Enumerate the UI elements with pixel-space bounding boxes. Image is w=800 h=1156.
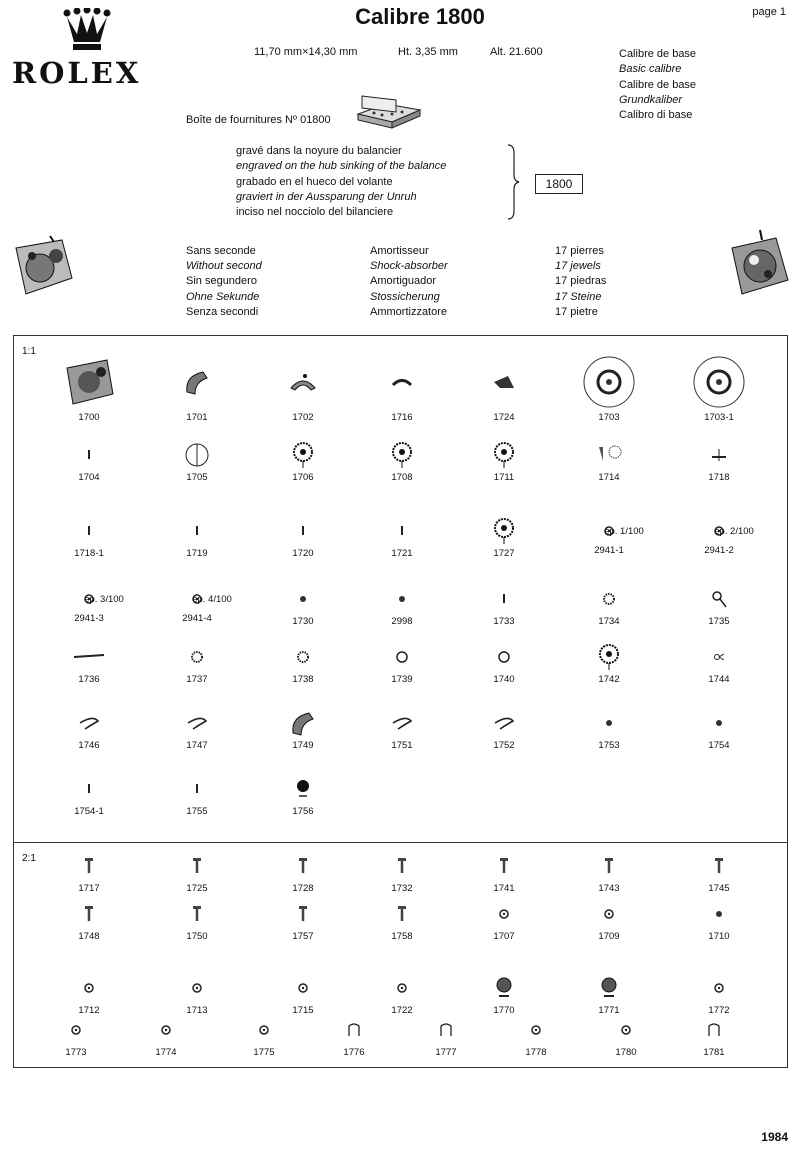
part-number: 1734: [598, 616, 620, 627]
balance-cock-icon: [474, 354, 534, 410]
screw-icon: [286, 899, 320, 929]
part-1753: [574, 708, 644, 751]
part-number: 1747: [186, 740, 208, 751]
part-number: 2941-1: [594, 545, 624, 556]
part-1754-1: [54, 774, 124, 817]
part-number: 1775: [253, 1047, 275, 1058]
part-1775: [229, 1015, 299, 1058]
engraving-de: graviert in der Aussparung der Unruh: [236, 190, 417, 203]
spec-height: Ht. 3,35 mm: [398, 46, 458, 58]
dot-icon: [385, 584, 419, 614]
part-1751: [367, 708, 437, 751]
seconds-es: Sin segundero: [186, 275, 257, 288]
screw-icon: [487, 851, 521, 881]
jewel-icon: [519, 1015, 553, 1045]
part-1739: [367, 642, 437, 685]
part-number: 1773: [65, 1047, 87, 1058]
part-number: 1703: [598, 412, 620, 423]
part-number: 1703-1: [704, 412, 734, 423]
jewel-icon: [487, 899, 521, 929]
part-number: 1708: [391, 472, 413, 483]
dial-icon: [689, 354, 749, 410]
click-spring-icon: [372, 354, 432, 410]
part-1727: [469, 516, 539, 559]
spring-clip-icon: [697, 1015, 731, 1045]
jewels-de: 17 Steine: [555, 290, 602, 303]
part-1703: [574, 354, 644, 423]
wheel-icon: [385, 440, 419, 470]
jewel-icon: [59, 1015, 93, 1045]
part-1754: [684, 708, 754, 751]
part-thickness: ép. 4/100: [192, 594, 232, 605]
spring-icon: [72, 708, 106, 738]
shock-de: Stossicherung: [370, 290, 440, 303]
part-number: 1746: [78, 740, 100, 751]
part-1774: [131, 1015, 201, 1058]
year-label: 1984: [761, 1130, 788, 1144]
part-number: 1736: [78, 674, 100, 685]
part-thickness: ép. 1/100: [604, 526, 644, 537]
seconds-it: Senza secondi: [186, 305, 259, 318]
spring-clip-icon: [429, 1015, 463, 1045]
engraved-number-box: 1800: [535, 174, 583, 194]
dot-icon: [702, 899, 736, 929]
part-number: 1728: [292, 883, 314, 894]
part-1772: [684, 973, 754, 1016]
part-1712: [54, 973, 124, 1016]
calibre-type-it: Calibro di base: [619, 109, 693, 122]
part-1777: [411, 1015, 481, 1058]
jewel-icon: [247, 1015, 281, 1045]
jewel-icon: [609, 1015, 643, 1045]
part-1740: [469, 642, 539, 685]
brace-icon: [506, 143, 520, 221]
part-number: 1770: [493, 1005, 515, 1016]
shock-feature: [370, 244, 448, 320]
part-1716: [367, 354, 437, 423]
part-1730: [268, 584, 338, 627]
calibre-type-fr: Calibre de base: [619, 48, 697, 60]
screw-icon: [286, 851, 320, 881]
pin-icon: [72, 774, 106, 804]
part-1755: [162, 774, 232, 817]
gear-icon: [592, 642, 626, 672]
seconds-fr: Sans seconde: [186, 245, 256, 257]
winding-stem-icon: [72, 642, 106, 672]
screw-icon: [385, 899, 419, 929]
part-1704: [54, 440, 124, 483]
spec-size: 11,70 mm×14,30 mm: [254, 46, 358, 58]
part-number: 1781: [703, 1047, 725, 1058]
bridge-icon: [286, 708, 320, 738]
part-1737: [162, 642, 232, 685]
part-number: 2941-3: [74, 613, 104, 624]
part-1724: [469, 354, 539, 423]
part-number: 1732: [391, 883, 413, 894]
stem-icon: [487, 584, 521, 614]
part-number: 1755: [186, 806, 208, 817]
pinion-icon: [286, 642, 320, 672]
part-1736: [54, 642, 124, 685]
part-1715: [268, 973, 338, 1016]
part-number: 1758: [391, 931, 413, 942]
jewels-en: 17 jewels: [555, 260, 601, 273]
page-number: page 1: [752, 6, 786, 18]
part-1745: [684, 851, 754, 894]
part-1733: [469, 584, 539, 627]
part-number: 1717: [78, 883, 100, 894]
part-number: 1713: [186, 1005, 208, 1016]
part-number: 2941-2: [704, 545, 734, 556]
screw-icon: [72, 899, 106, 929]
part-number: 1733: [493, 616, 515, 627]
part-1710: [684, 899, 754, 942]
part-number: 1754-1: [74, 806, 104, 817]
part-1732: [367, 851, 437, 894]
part-1705: [162, 440, 232, 483]
part-1707: [469, 899, 539, 942]
pin-icon: [180, 516, 214, 546]
spring-icon: [487, 708, 521, 738]
part-number: 1754: [708, 740, 730, 751]
part-2941-2: [684, 516, 754, 556]
part-1700: [54, 354, 124, 423]
part-2941-3: [54, 584, 124, 624]
part-thickness: ép. 2/100: [714, 526, 754, 537]
screw-icon: [180, 851, 214, 881]
jewel-icon: [180, 973, 214, 1003]
part-1725: [162, 851, 232, 894]
part-number: 2941-4: [182, 613, 212, 624]
part-number: 1706: [292, 472, 314, 483]
shock-fr: Amortisseur: [370, 245, 429, 257]
jewel-icon: [149, 1015, 183, 1045]
part-number: 1739: [391, 674, 413, 685]
part-1720: [268, 516, 338, 559]
part-1709: [574, 899, 644, 942]
part-number: 1745: [708, 883, 730, 894]
part-number: 1738: [292, 674, 314, 685]
spec-beats: Alt. 21.600: [490, 46, 543, 58]
part-number: 1714: [598, 472, 620, 483]
lever-icon: [702, 584, 736, 614]
part-1728: [268, 851, 338, 894]
part-1756: [268, 774, 338, 817]
part-number: 1744: [708, 674, 730, 685]
gear-icon: [487, 516, 521, 546]
part-1719: [162, 516, 232, 559]
part-1738: [268, 642, 338, 685]
spring-clip-icon: [337, 1015, 371, 1045]
part-1718: [684, 440, 754, 483]
part-number: 1704: [78, 472, 100, 483]
part-1741: [469, 851, 539, 894]
part-number: 1705: [186, 472, 208, 483]
part-1770: [469, 973, 539, 1016]
seconds-feature: [186, 244, 262, 320]
part-number: 1702: [292, 412, 314, 423]
part-number: 1709: [598, 931, 620, 942]
train-bridge-icon: [273, 354, 333, 410]
part-number: 1752: [493, 740, 515, 751]
part-number: 1718-1: [74, 548, 104, 559]
brand-logo: ROLEX: [12, 56, 142, 90]
part-number: 1751: [391, 740, 413, 751]
seconds-de: Ohne Sekunde: [186, 290, 260, 303]
pin-icon: [180, 774, 214, 804]
part-1781: [679, 1015, 749, 1058]
parts-box-label: Boîte de fournitures Nº 01800: [186, 114, 331, 126]
shock-setting-icon: [592, 973, 626, 1003]
part-1742: [574, 642, 644, 685]
cannon-icon: [286, 774, 320, 804]
part-1744: [684, 642, 754, 685]
spring-icon: [385, 708, 419, 738]
part-1773: [41, 1015, 111, 1058]
part-1757: [268, 899, 338, 942]
part-1749: [268, 708, 338, 751]
shock-es: Amortiguador: [370, 275, 437, 288]
movement-icon: [59, 354, 119, 410]
part-number: 1750: [186, 931, 208, 942]
jewels-feature: [555, 244, 606, 320]
part-1721: [367, 516, 437, 559]
part-1711: [469, 440, 539, 483]
part-number: 1715: [292, 1005, 314, 1016]
part-number: 1730: [292, 616, 314, 627]
part-1780: [591, 1015, 661, 1058]
part-1717: [54, 851, 124, 894]
wheel-icon: [487, 440, 521, 470]
part-number: 1711: [493, 472, 515, 483]
part-1722: [367, 973, 437, 1016]
jewels-it: 17 pietre: [555, 305, 598, 318]
pin-icon: [72, 516, 106, 546]
calibre-type-es: Calibre de base: [619, 78, 697, 91]
part-number: 1701: [186, 412, 208, 423]
part-number: 1772: [708, 1005, 730, 1016]
part-number: 1700: [78, 412, 100, 423]
part-number: 1749: [292, 740, 314, 751]
part-number: 1716: [391, 412, 413, 423]
part-1701: [162, 354, 232, 423]
screw-icon: [180, 899, 214, 929]
screw-icon: [702, 851, 736, 881]
seconds-en: Without second: [186, 260, 262, 273]
bridge-icon: [167, 354, 227, 410]
screw-icon: [592, 851, 626, 881]
part-number: 1748: [78, 931, 100, 942]
part-1706: [268, 440, 338, 483]
part-number: 1743: [598, 883, 620, 894]
part-number: 1712: [78, 1005, 100, 1016]
part-number: 1771: [598, 1005, 620, 1016]
engraving-it: inciso nel nocciolo del bilanciere: [236, 206, 394, 219]
part-2941-4: [162, 584, 232, 624]
balance-wheel-icon: [180, 440, 214, 470]
engraving-en: engraved on the hub sinking of the balance: [236, 160, 447, 173]
part-1734: [574, 584, 644, 627]
dial-icon: [579, 354, 639, 410]
stem-icon: [72, 440, 106, 470]
part-number: 1778: [525, 1047, 547, 1058]
jewel-icon: [592, 899, 626, 929]
jewel-icon: [702, 973, 736, 1003]
part-1735: [684, 584, 754, 627]
part-1778: [501, 1015, 571, 1058]
part-2941-1: [574, 516, 644, 556]
jewel-icon: [72, 973, 106, 1003]
part-1776: [319, 1015, 389, 1058]
dot-icon: [592, 708, 626, 738]
part-number: 1753: [598, 740, 620, 751]
part-number: 1757: [292, 931, 314, 942]
pin-icon: [385, 516, 419, 546]
pinion-icon: [592, 584, 626, 614]
calibre-type-list: [619, 47, 696, 123]
scale-label-2to1: 2:1: [22, 853, 36, 864]
part-1752: [469, 708, 539, 751]
spring-icon: [180, 708, 214, 738]
crown-logo-icon: [62, 8, 112, 54]
part-1746: [54, 708, 124, 751]
part-number: 1722: [391, 1005, 413, 1016]
engraving-es: grabado en el hueco del volante: [236, 175, 393, 188]
ring-icon: [487, 642, 521, 672]
jewel-icon: [286, 973, 320, 1003]
movement-back-icon: [726, 228, 792, 304]
screw-icon: [385, 851, 419, 881]
part-1703-1: [684, 354, 754, 423]
pinion-icon: [180, 642, 214, 672]
dot-icon: [286, 584, 320, 614]
link-icon: [702, 642, 736, 672]
part-1702: [268, 354, 338, 423]
part-number: 1710: [708, 931, 730, 942]
pin-icon: [286, 516, 320, 546]
parts-panel-1to1: [13, 335, 788, 843]
part-1713: [162, 973, 232, 1016]
shock-it: Ammortizzatore: [370, 305, 448, 318]
part-number: 1727: [493, 548, 515, 559]
page-title: Calibre 1800: [355, 4, 485, 29]
parts-box-icon: [352, 92, 424, 132]
part-number: 1774: [155, 1047, 177, 1058]
part-1771: [574, 973, 644, 1016]
part-1708: [367, 440, 437, 483]
movement-front-icon: [10, 232, 76, 302]
scale-label-1to1: 1:1: [22, 346, 36, 357]
part-1748: [54, 899, 124, 942]
part-number: 1776: [343, 1047, 365, 1058]
part-number: 1740: [493, 674, 515, 685]
ring-icon: [385, 642, 419, 672]
escapement-icon: [592, 440, 626, 470]
jewel-icon: [385, 973, 419, 1003]
part-1714: [574, 440, 644, 483]
jewels-fr: 17 pierres: [555, 245, 604, 257]
part-number: 1737: [186, 674, 208, 685]
part-number: 1756: [292, 806, 314, 817]
part-1718-1: [54, 516, 124, 559]
jewels-es: 17 piedras: [555, 275, 607, 288]
part-1743: [574, 851, 644, 894]
part-number: 1741: [493, 883, 515, 894]
part-number: 1720: [292, 548, 314, 559]
part-number: 1707: [493, 931, 515, 942]
part-thickness: ép. 3/100: [84, 594, 124, 605]
engraving-notes: [236, 144, 446, 220]
pallet-icon: [702, 440, 736, 470]
part-1750: [162, 899, 232, 942]
wheel-icon: [286, 440, 320, 470]
shock-en: Shock-absorber: [370, 260, 448, 273]
part-1758: [367, 899, 437, 942]
part-2998: [367, 584, 437, 627]
engraving-fr: gravé dans la noyure du balancier: [236, 145, 402, 157]
part-number: 1719: [186, 548, 208, 559]
part-number: 2998: [391, 616, 413, 627]
part-number: 1721: [391, 548, 413, 559]
part-number: 1780: [615, 1047, 637, 1058]
part-number: 1724: [493, 412, 515, 423]
parts-panel-2to1: [13, 842, 788, 1068]
part-number: 1777: [435, 1047, 457, 1058]
shock-setting-icon: [487, 973, 521, 1003]
part-number: 1725: [186, 883, 208, 894]
calibre-type-en: Basic calibre: [619, 63, 682, 76]
dot-icon: [702, 708, 736, 738]
part-number: 1718: [708, 472, 730, 483]
screw-icon: [72, 851, 106, 881]
part-number: 1735: [708, 616, 730, 627]
part-1747: [162, 708, 232, 751]
calibre-type-de: Grundkaliber: [619, 93, 682, 106]
part-number: 1742: [598, 674, 620, 685]
